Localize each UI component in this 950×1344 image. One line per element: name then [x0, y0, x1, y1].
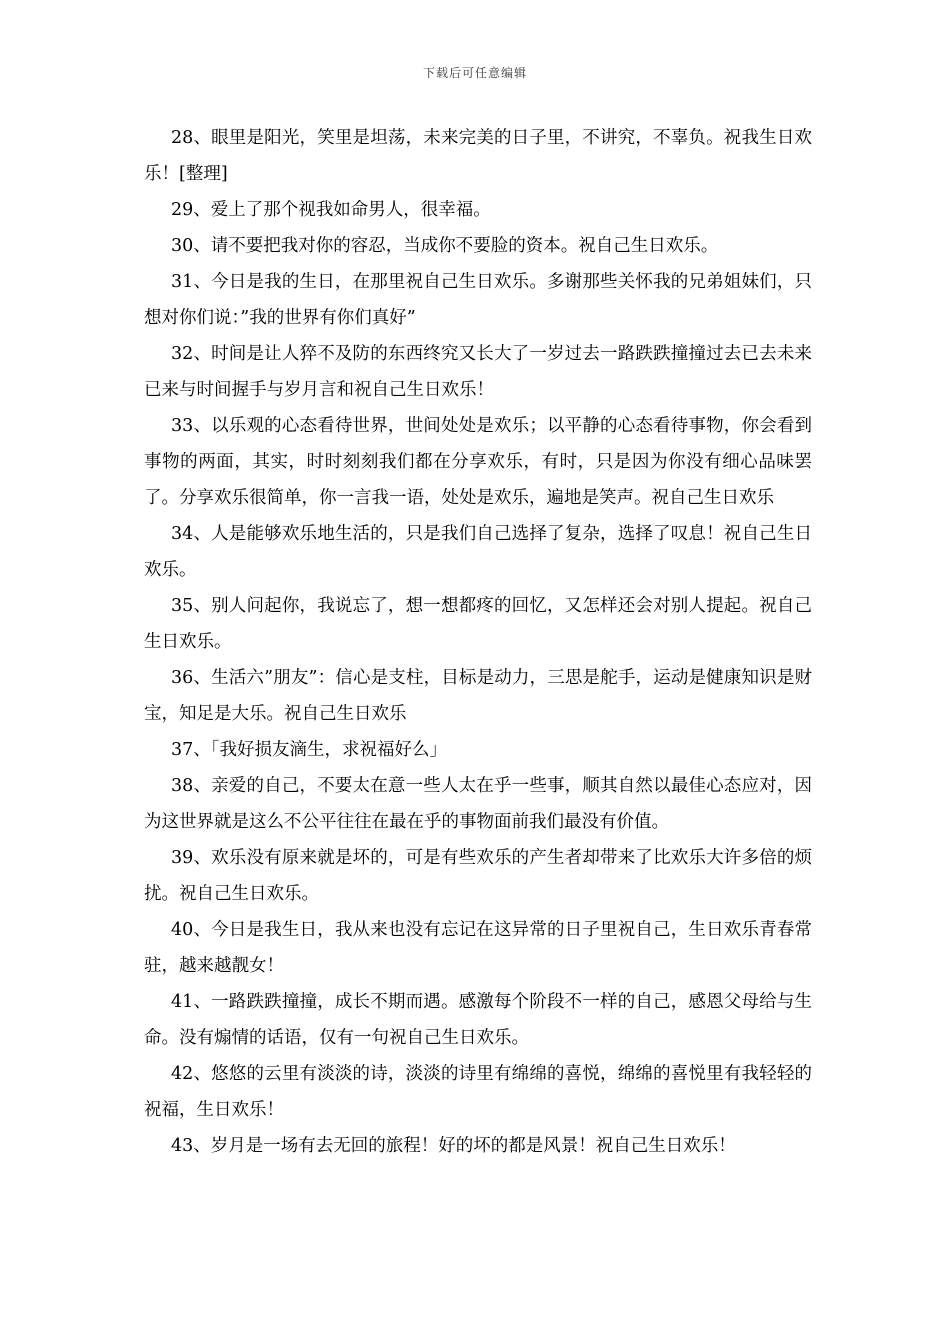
paragraph-37: 37、「我好损友滴生，求祝福好么」 [171, 740, 448, 760]
paragraph-30: 30、请不要把我对你的容忍，当成你不要脸的资本。祝自己生日欢乐。 [171, 236, 719, 256]
paragraph-40: 40、今日是我生日，我从来也没有忘记在这异常的日子里祝自己，生日欢乐青春常驻，越来越靓女！ [144, 920, 812, 976]
paragraph-29: 29、爱上了那个视我如命男人，很幸福。 [171, 200, 491, 220]
page-header: 下载后可任意编辑 [422, 66, 527, 80]
paragraph-33: 33、以乐观的心态看待世界，世间处处是欢乐；以平静的心态看待事物，你会看到事物的两面，其实，时时刻刻我们都在分享欢乐，有时，只是因为你没有细心品味罢了。分享欢乐很简单，你一言我一语，处处是欢乐，遍地是笑声。祝自己生日欢乐 [144, 416, 812, 508]
document-body [144, 120, 812, 1164]
paragraph-41: 41、一路跌跌撞撞，成长不期而遇。感激每个阶段不一样的自己，感恩父母给与生命。没有煽情的话语，仅有一句祝自己生日欢乐。 [144, 992, 812, 1048]
paragraph-28: 28、眼里是阳光，笑里是坦荡，未来完美的日子里，不讲究，不辜负。祝我生日欢乐！[整理] [144, 128, 812, 184]
paragraph-42: 42、悠悠的云里有淡淡的诗，淡淡的诗里有绵绵的喜悦，绵绵的喜悦里有我轻轻的祝福，生日欢乐！ [144, 1064, 812, 1120]
paragraph-36: 36、生活六”朋友”：信心是支柱，目标是动力，三思是舵手，运动是健康知识是财宝，知足是大乐。祝自己生日欢乐 [144, 668, 812, 724]
paragraph-38: 38、亲爱的自己，不要太在意一些人太在乎一些事，顺其自然以最佳心态应对，因为这世界就是这么不公平往往在最在乎的事物面前我们最没有价值。 [144, 776, 812, 832]
paragraph-35: 35、别人问起你，我说忘了，想一想都疼的回忆，又怎样还会对别人提起。祝自己生日欢乐。 [144, 596, 812, 652]
paragraph-43: 43、岁月是一场有去无回的旅程！好的坏的都是风景！祝自己生日欢乐！ [171, 1136, 736, 1156]
paragraph-32: 32、时间是让人猝不及防的东西终究又长大了一岁过去一路跌跌撞撞过去已去未来已来与时间握手与岁月言和祝自己生日欢乐！ [144, 344, 812, 400]
paragraph-39: 39、欢乐没有原来就是坏的，可是有些欢乐的产生者却带来了比欢乐大许多倍的烦扰。祝自己生日欢乐。 [144, 848, 812, 904]
paragraph-34: 34、人是能够欢乐地生活的，只是我们自己选择了复杂，选择了叹息！祝自己生日欢乐。 [144, 524, 812, 580]
paragraph-31: 31、今日是我的生日，在那里祝自己生日欢乐。多谢那些关怀我的兄弟姐妹们，只想对你们说：”我的世界有你们真好” [144, 272, 812, 328]
